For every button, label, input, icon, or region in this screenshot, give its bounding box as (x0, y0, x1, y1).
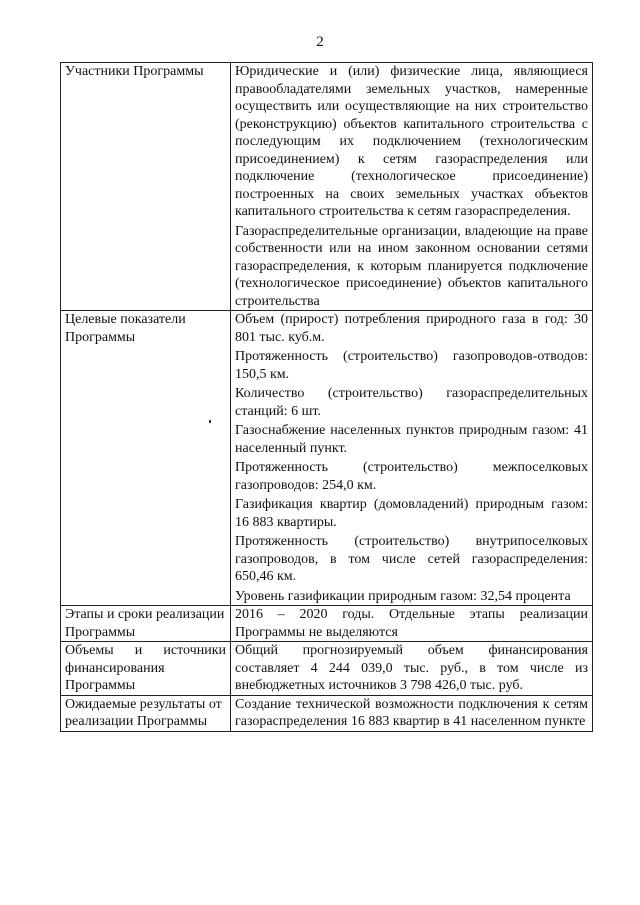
table-row-expected-results (61, 695, 593, 731)
stages-text: 2016 – 2020 годы. Отдельные этапы реализации Программы не выделяются (235, 607, 588, 640)
indicator-gas-consumption: Объем (прирост) потребления природного газа в год: 30 801 тыс. куб.м. (235, 312, 588, 345)
participants-paragraph-1: Юридические и (или) физические лица, являющиеся правообладателями земельных участков, намеренные осуществить или осуществляющие на них строительство (реконструкцию) объектов капитального строительства с последующим их подключением (технологическим присоединением) к сетям газораспределения или подключение (технологическое присоединение) построенных на своих земельных участках объектов капитального строительства к сетям газораспределения. (235, 64, 588, 219)
row-label-financing: Объемы и источники финансирования Программы (61, 642, 231, 696)
program-passport-table (60, 62, 593, 732)
indicator-intersettlement-pipelines: Протяженность (строительство) межпоселковых газопроводов: 254,0 км. (235, 460, 588, 493)
row-label-participants: Участники Программы (61, 63, 231, 311)
table-row-financing (61, 642, 593, 696)
indicator-distribution-stations: Количество (строительство) газораспределительных станций: 6 шт. (235, 386, 588, 419)
expected-results-text: Создание технической возможности подключения к сетям газораспределения 16 883 квартир в 41 населенном пункте (235, 696, 588, 729)
page-number: 2 (316, 34, 324, 50)
indicator-intrasettlement-pipelines: Протяженность (строительство) внутрипоселковых газопроводов, в том числе сетей газораспределения: 650,46 км. (235, 534, 588, 584)
indicator-branch-pipelines: Протяженность (строительство) газопроводов-отводов: 150,5 км. (235, 349, 588, 382)
row-content-expected-results (231, 695, 593, 731)
row-content-participants (231, 63, 593, 311)
scan-speck (209, 420, 211, 423)
participants-paragraph-2: Газораспределительные организации, владеющие на праве собственности или на ином законном основании сетями газораспределения, к которым планируется подключение (технологическое присоединение) объектов капитального строительства (235, 223, 588, 309)
indicator-settlements: Газоснабжение населенных пунктов природным газом: 41 населенный пункт. (235, 423, 588, 456)
table-row-participants (61, 63, 593, 311)
row-content-stages (231, 606, 593, 642)
row-label-stages: Этапы и сроки реализации Программы (61, 606, 231, 642)
table-row-stages (61, 606, 593, 642)
row-content-financing (231, 642, 593, 696)
indicator-gasification-level: Уровень газификации природным газом: 32,54 процента (235, 588, 571, 604)
row-label-target-indicators: Целевые показатели Программы (61, 311, 231, 606)
table-row-target-indicators (61, 311, 593, 606)
financing-text: Общий прогнозируемый объем финансирования составляет 4 244 039,0 тыс. руб., в том числе из внебюджетных источников 3 798 426,0 тыс. руб. (235, 643, 588, 693)
row-label-expected-results: Ожидаемые результаты от реализации Программы (61, 695, 231, 731)
row-content-target-indicators (231, 311, 593, 606)
indicator-apartments: Газификация квартир (домовладений) природным газом: 16 883 квартиры. (235, 497, 588, 530)
